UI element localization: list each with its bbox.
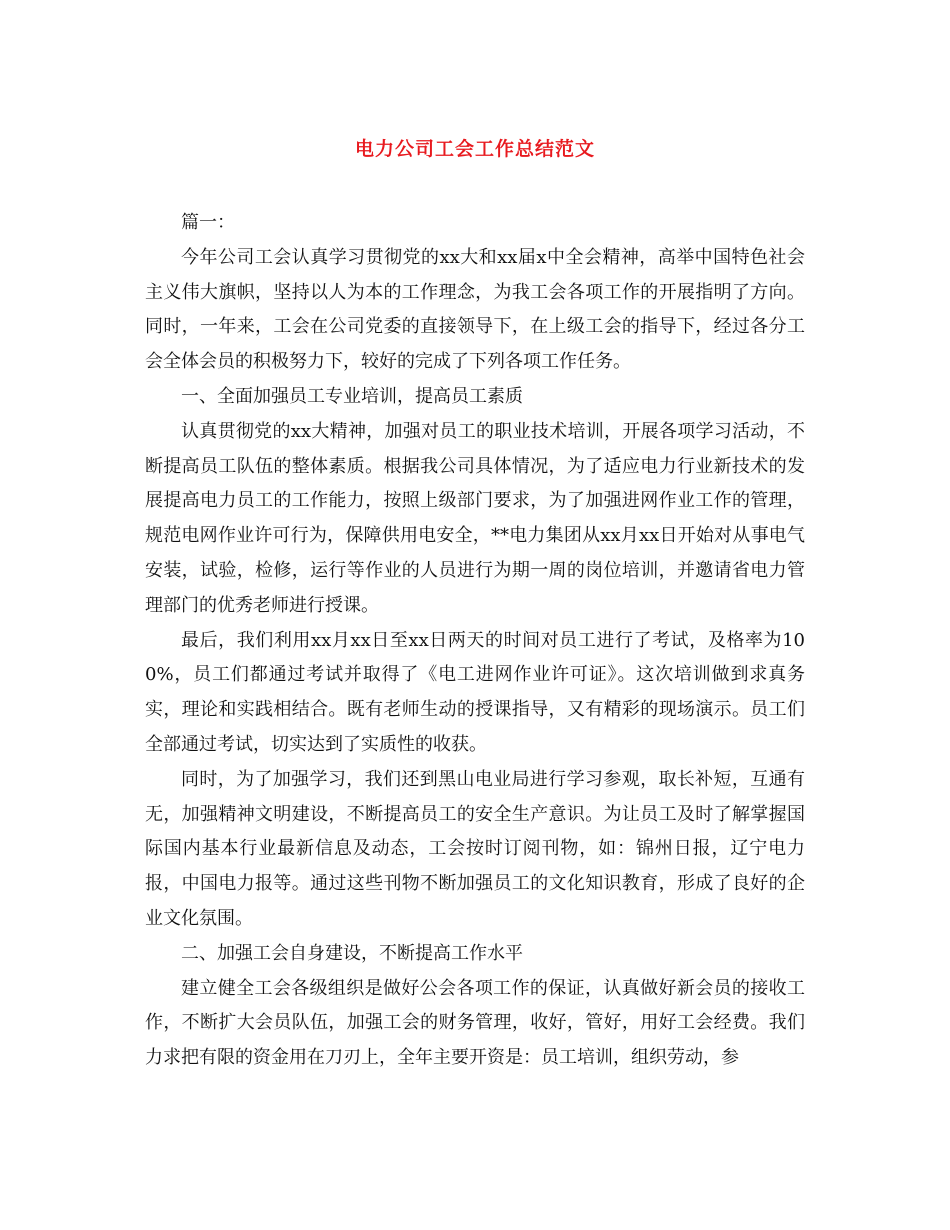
paragraph-study: 同时，为了加强学习，我们还到黑山电业局进行学习参观，取长补短，互通有无，加强精神文明建设，不断提高员工的安全生产意识。为让员工及时了解掌握国际国内基本行业最新信息及动态，工会按时订阅刊物，如：锦州日报，辽宁电力报，中国电力报等。通过这些刊物不断加强员工的文化知识教育，形成了良好的企业文化氛围。 (145, 768, 805, 929)
paragraph-exam: 最后，我们利用xx月xx日至xx日两天的时间对员工进行了考试，及格率为100%，员工们都通过考试并取得了《电工进网作业许可证》。这次培训做到求真务实，理论和实践相结合。既有老师生动的授课指导，又有精彩的现场演示。员工们全部通过考试，切实达到了实质性的收获。 (145, 629, 805, 755)
paragraph-organization: 建立健全工会各级组织是做好公会各项工作的保证，认真做好新会员的接收工作，不断扩大会员队伍，加强工会的财务管理，收好，管好，用好工会经费。我们力求把有限的资金用在刀刃上，全年主要开资是：员工培训，组织劳动，参 (145, 977, 805, 1069)
document-title: 电力公司工会工作总结范文 (354, 138, 595, 160)
heading-section-1: 一、全面加强员工专业培训，提高员工素质 (181, 385, 523, 407)
heading-section-2: 二、加强工会自身建设，不断提高工作水平 (181, 942, 523, 964)
paragraph-section-label: 篇一： (181, 212, 235, 233)
paragraph-intro: 今年公司工会认真学习贯彻党的xx大和xx届x中全会精神，高举中国特色社会主义伟大旗帜，坚持以人为本的工作理念，为我工会各项工作的开展指明了方向。同时，一年来，工会在公司党委的直接领导下，在上级工会的指导下，经过各分工会全体会员的积极努力下，较好的完成了下列各项工作任务。 (145, 246, 805, 373)
document-body (145, 206, 805, 1076)
paragraph-training: 认真贯彻党的xx大精神，加强对员工的职业技术培训，开展各项学习活动，不断提高员工队伍的整体素质。根据我公司具体情况，为了适应电力行业新技术的发展提高电力员工的工作能力，按照上级部门要求，为了加强进网作业工作的管理，规范电网作业许可行为，保障供用电安全，**电力集团从xx月xx日开始对从事电气安装，试验，检修，运行等作业的人员进行为期一周的岗位培训，并邀请省电力管理部门的优秀老师进行授课。 (145, 420, 805, 616)
